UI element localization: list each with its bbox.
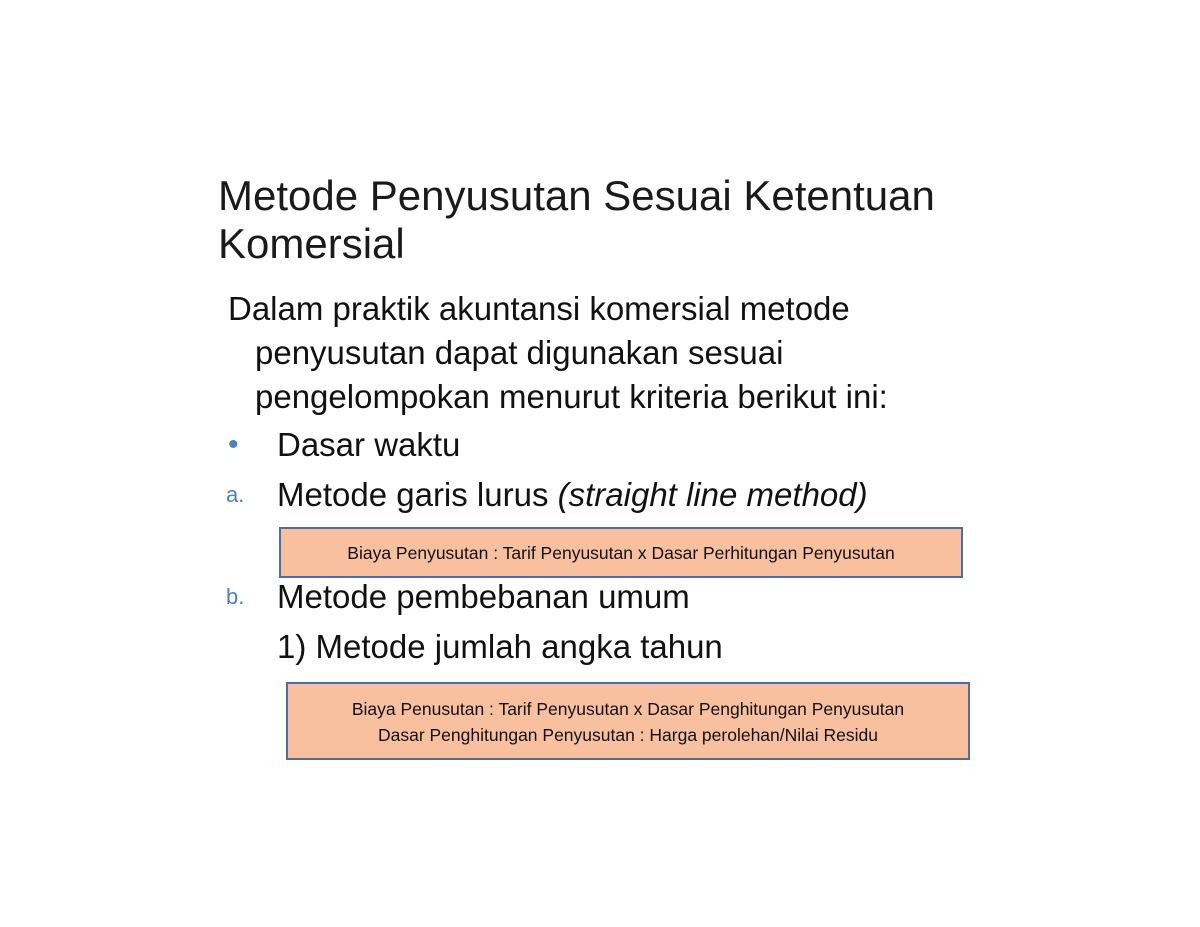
- slide-title: [218, 172, 1018, 268]
- slide-title-line-1: Metode Penyusutan Sesuai Ketentuan: [218, 172, 935, 219]
- list-item-b: [226, 574, 1126, 620]
- list-item-a-italic: (straight line method): [557, 476, 868, 513]
- list-marker-b: b.: [226, 584, 245, 609]
- list-item-b-text: Metode pembebanan umum: [277, 578, 690, 615]
- slide-title-line-2: Komersial: [218, 220, 405, 267]
- list-item-b-1-text: 1) Metode jumlah angka tahun: [277, 628, 723, 665]
- formula-box-sum-of-years: [286, 682, 970, 760]
- list-item-text: Dasar waktu: [277, 426, 461, 463]
- bullet-icon: •: [228, 428, 239, 461]
- formula-box-2-line-1: Biaya Penusutan : Tarif Penyusutan x Dasar Penghitungan Penyusutan: [351, 699, 905, 719]
- formula-box-1-line-1: Biaya Penyusutan : Tarif Penyusutan x Dasar Perhitungan Penyusutan: [347, 543, 895, 563]
- list-marker-a: a.: [226, 482, 245, 507]
- formula-box-2-line-2: Dasar Penghitungan Penyusutan : Harga perolehan/Nilai Residu: [377, 725, 879, 745]
- list-item-a: [226, 472, 1126, 518]
- intro-paragraph: [228, 287, 1028, 419]
- intro-line-2: penyusutan dapat digunakan sesuai: [255, 334, 784, 371]
- list-item-dasar-waktu: [226, 422, 1126, 468]
- intro-line-3: pengelompokan menurut kriteria berikut ini:: [255, 378, 888, 415]
- list-item-text: [277, 472, 868, 518]
- formula-box-straight-line: [279, 527, 963, 578]
- list-item-b-1: [226, 624, 1126, 670]
- intro-line-1: Dalam praktik akuntansi komersial metode: [228, 290, 850, 327]
- list-item-a-text: Metode garis lurus: [277, 476, 549, 513]
